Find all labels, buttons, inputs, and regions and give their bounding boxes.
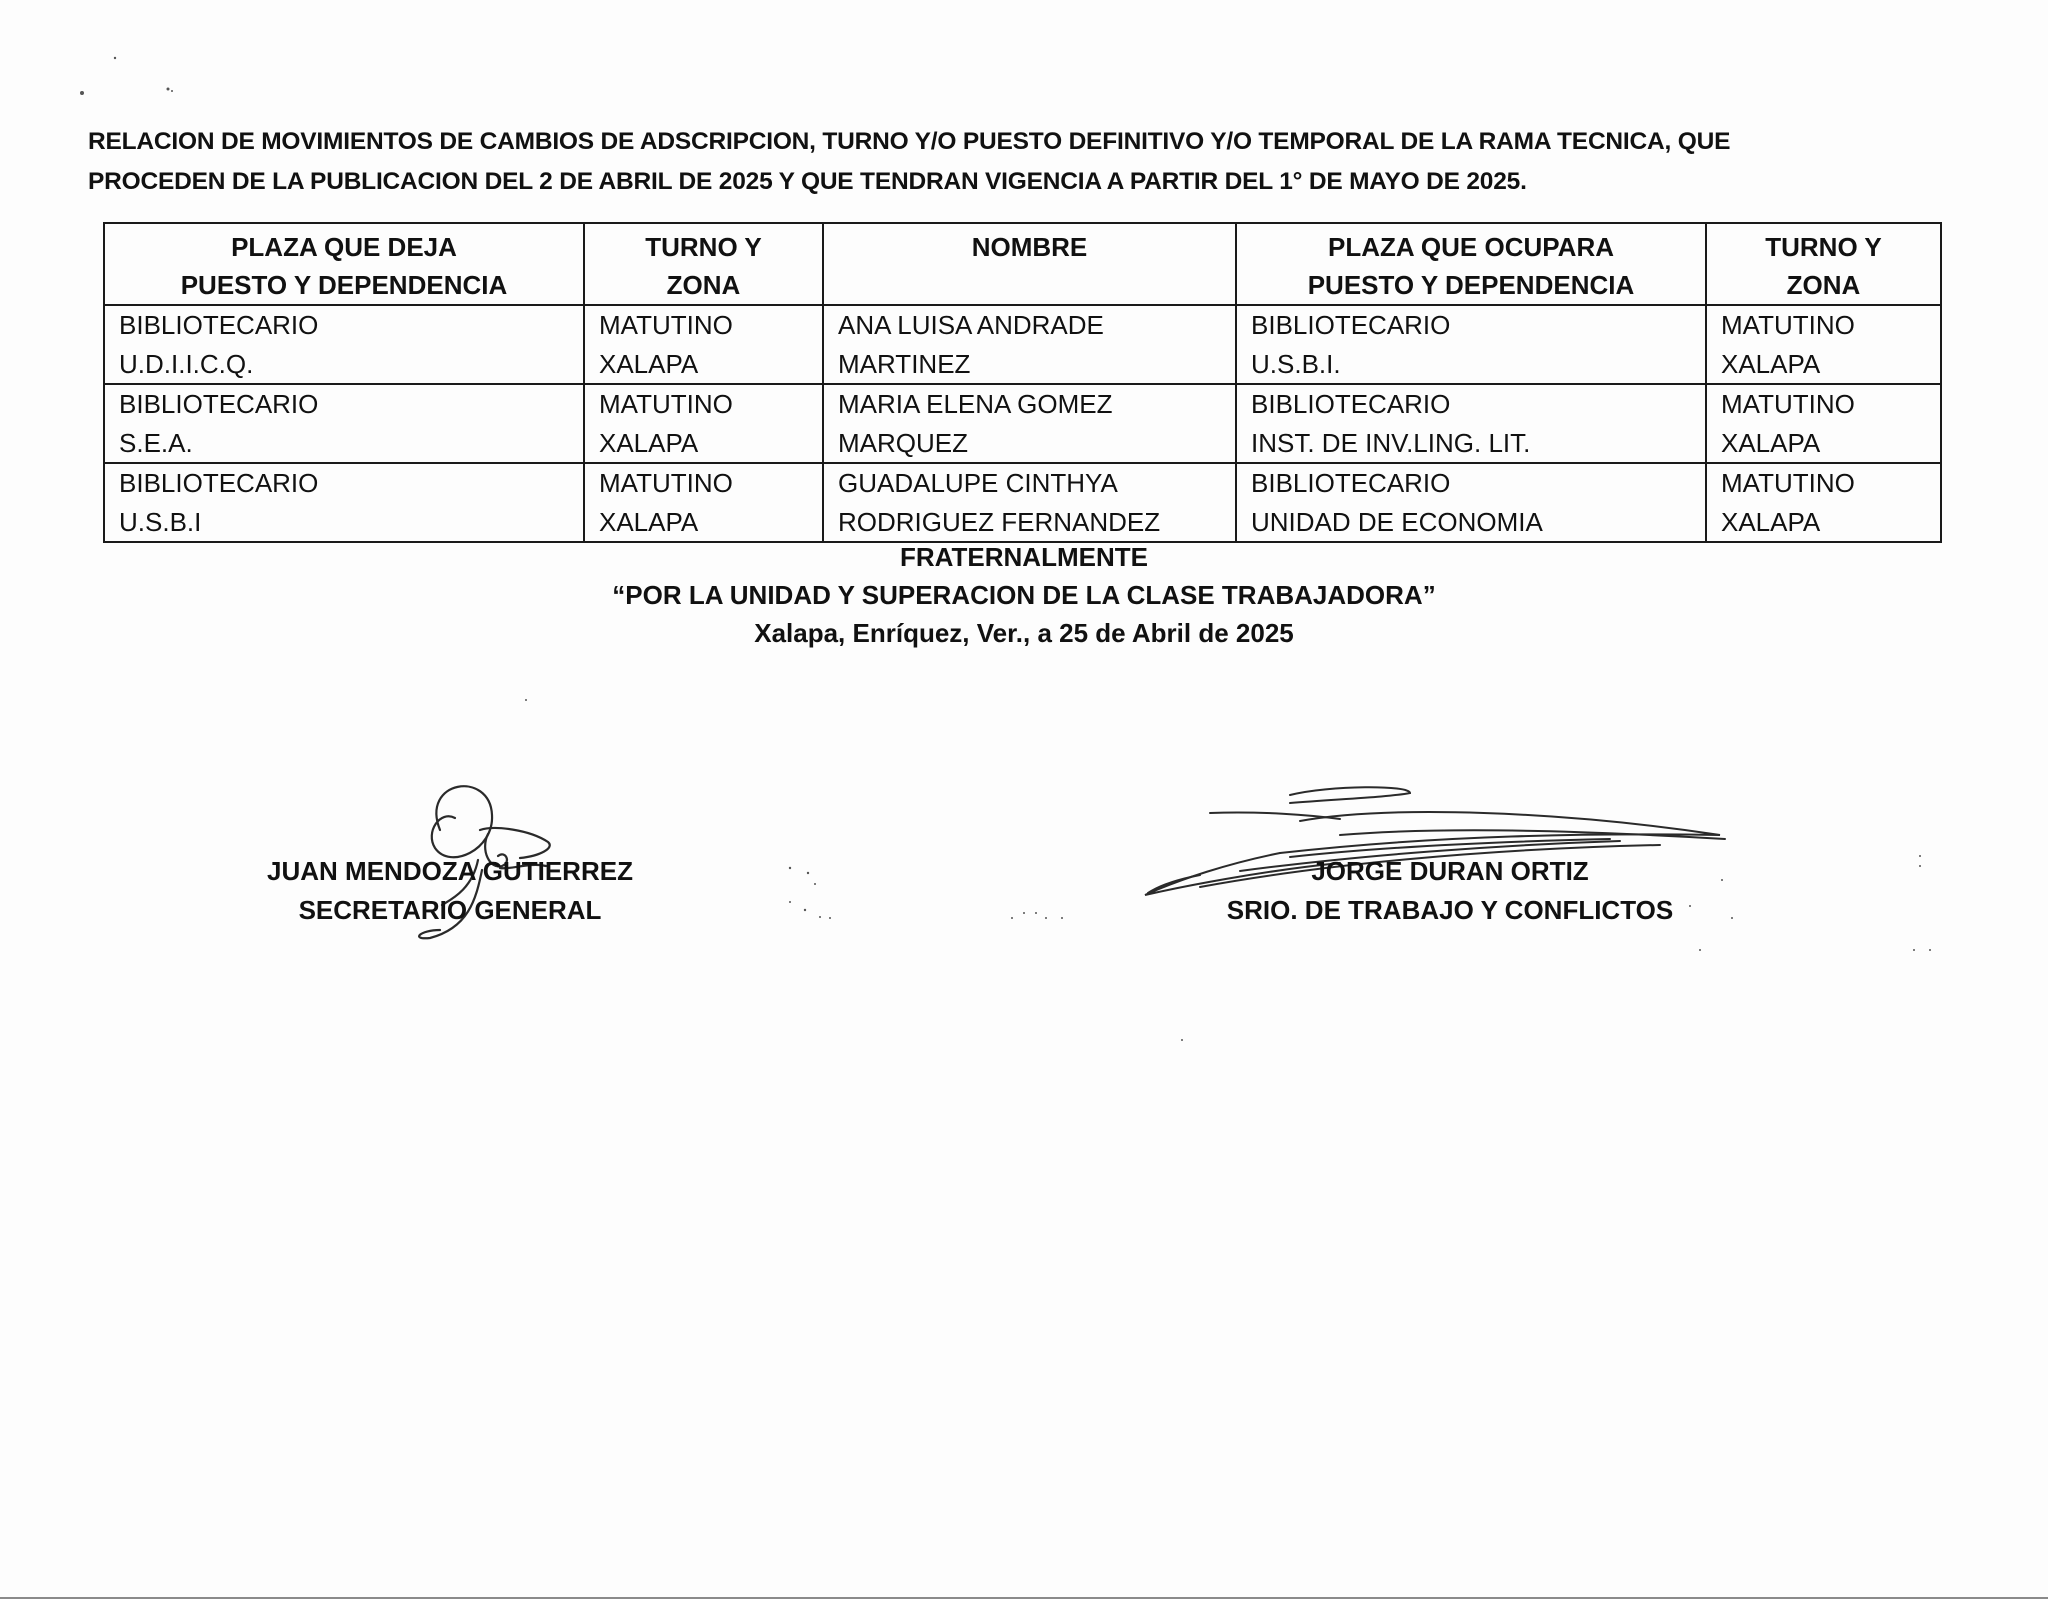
table-row bbox=[104, 463, 1941, 542]
cell-turno-deja: MATUTINO XALAPA bbox=[584, 305, 823, 384]
cell-plaza-deja: BIBLIOTECARIO U.S.B.I bbox=[104, 463, 584, 542]
cell-nombre: MARIA ELENA GOMEZ MARQUEZ bbox=[823, 384, 1236, 463]
header-plaza-deja: PLAZA QUE DEJA PUESTO Y DEPENDENCIA bbox=[104, 223, 584, 305]
signatory-left-title: SECRETARIO GENERAL bbox=[298, 895, 602, 925]
table-row bbox=[104, 305, 1941, 384]
signatory-right-title: SRIO. DE TRABAJO Y CONFLICTOS bbox=[1226, 895, 1674, 925]
cell-turno-ocupara: MATUTINO XALAPA bbox=[1706, 305, 1941, 384]
document-heading bbox=[88, 122, 1968, 202]
cell-plaza-ocupara: BIBLIOTECARIO INST. DE INV.LING. LIT. bbox=[1236, 384, 1706, 463]
signatory-left-name: JUAN MENDOZA GUTIERREZ bbox=[267, 856, 633, 886]
heading-line-2: PROCEDEN DE LA PUBLICACION DEL 2 DE ABRIL DE 2025 Y QUE TENDRAN VIGENCIA A PARTIR DEL 1° DE MAYO DE 2025. bbox=[88, 168, 1527, 195]
header-nombre: NOMBRE bbox=[823, 223, 1236, 305]
signatory-right bbox=[1190, 852, 1710, 930]
cell-nombre: GUADALUPE CINTHYA RODRIGUEZ FERNANDEZ bbox=[823, 463, 1236, 542]
heading-line-1: RELACION DE MOVIMIENTOS DE CAMBIOS DE ADSCRIPCION, TURNO Y/O PUESTO DEFINITIVO Y/O TEMPORAL DE LA RAMA TECNICA, QUE bbox=[88, 128, 1731, 155]
header-turno-deja: TURNO Y ZONA bbox=[584, 223, 823, 305]
cell-turno-deja: MATUTINO XALAPA bbox=[584, 463, 823, 542]
closing-place-date: Xalapa, Enríquez, Ver., a 25 de Abril de 2025 bbox=[754, 618, 1294, 648]
closing-block bbox=[0, 538, 2048, 652]
signatory-right-name: JORGE DURAN ORTIZ bbox=[1311, 856, 1589, 886]
header-turno-ocupara: TURNO Y ZONA bbox=[1706, 223, 1941, 305]
cell-turno-deja: MATUTINO XALAPA bbox=[584, 384, 823, 463]
cell-plaza-deja: BIBLIOTECARIO U.D.I.I.C.Q. bbox=[104, 305, 584, 384]
table-row bbox=[104, 384, 1941, 463]
table-header-row bbox=[104, 223, 1941, 305]
closing-motto: “POR LA UNIDAD Y SUPERACION DE LA CLASE TRABAJADORA” bbox=[612, 580, 1436, 610]
cell-plaza-ocupara: BIBLIOTECARIO U.S.B.I. bbox=[1236, 305, 1706, 384]
closing-salutation: FRATERNALMENTE bbox=[900, 542, 1148, 572]
header-plaza-ocupara: PLAZA QUE OCUPARA PUESTO Y DEPENDENCIA bbox=[1236, 223, 1706, 305]
movements-table bbox=[103, 222, 1942, 543]
cell-plaza-ocupara: BIBLIOTECARIO UNIDAD DE ECONOMIA bbox=[1236, 463, 1706, 542]
cell-turno-ocupara: MATUTINO XALAPA bbox=[1706, 384, 1941, 463]
cell-nombre: ANA LUISA ANDRADE MARTINEZ bbox=[823, 305, 1236, 384]
cell-plaza-deja: BIBLIOTECARIO S.E.A. bbox=[104, 384, 584, 463]
cell-turno-ocupara: MATUTINO XALAPA bbox=[1706, 463, 1941, 542]
signatory-left bbox=[240, 852, 660, 930]
